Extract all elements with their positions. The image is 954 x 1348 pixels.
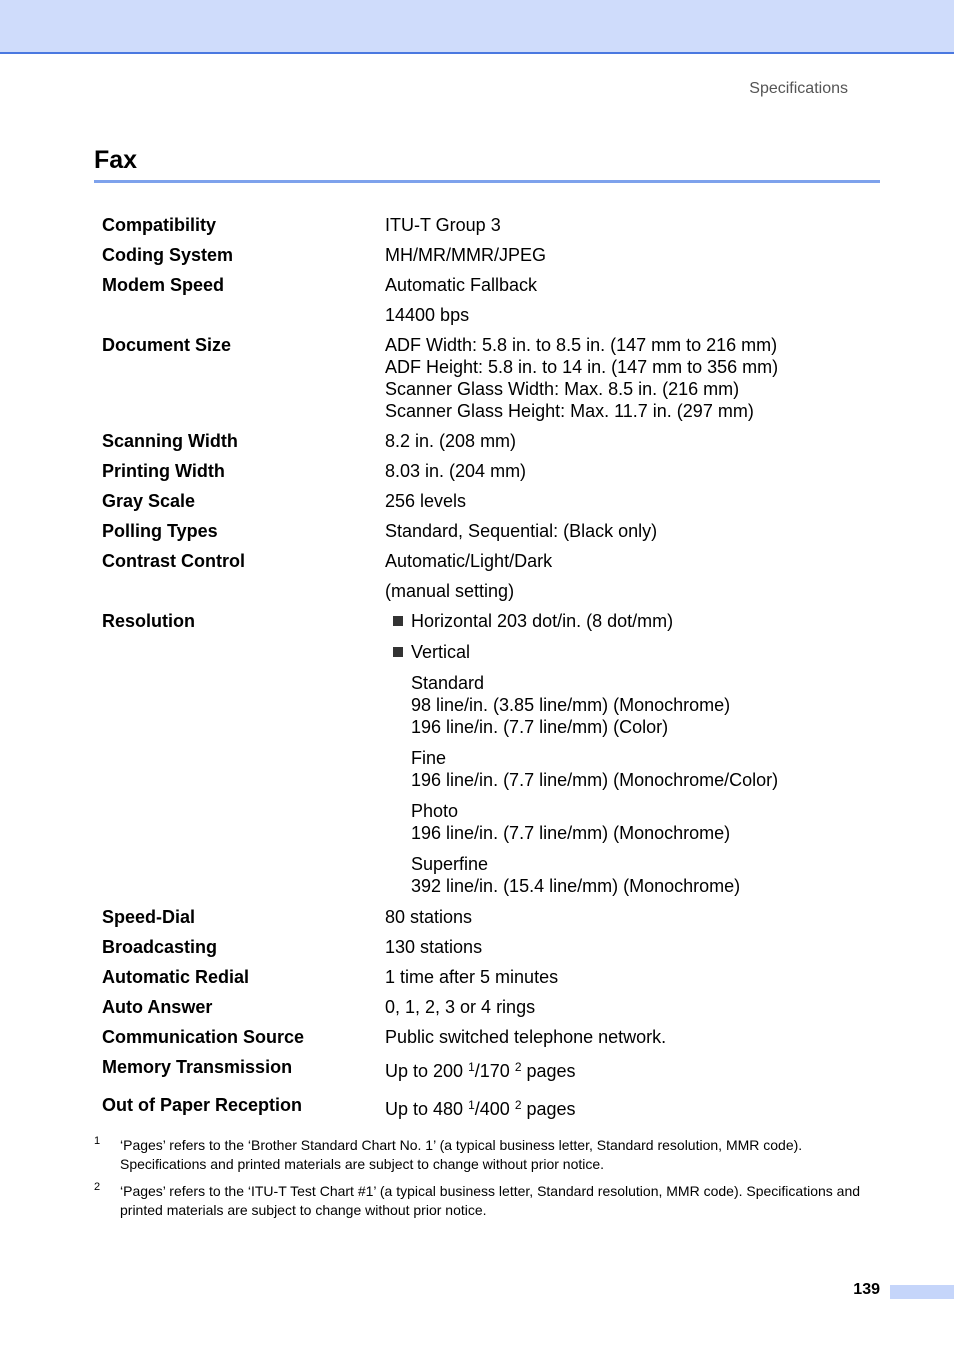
- spec-label: Speed-Dial: [102, 907, 196, 927]
- footnote-ref: 1: [468, 1098, 475, 1112]
- footnote-mark: 2: [94, 1181, 101, 1193]
- footnote-ref: 2: [514, 1098, 522, 1112]
- spec-label: Communication Source: [102, 1027, 305, 1047]
- resolution-horizontal: Horizontal 203 dot/in. (8 dot/mm): [411, 611, 674, 631]
- footnote-ref: 2: [514, 1060, 522, 1074]
- spec-label: Scanning Width: [102, 431, 238, 451]
- spec-row-memory-transmission: [94, 1056, 880, 1094]
- spec-value-line: Scanner Glass Width: Max. 8.5 in. (216 mm): [385, 379, 740, 399]
- fax-spec-table: [94, 214, 880, 1128]
- spec-label: Document Size: [102, 335, 232, 355]
- spec-value: (manual setting): [385, 581, 515, 601]
- spec-value: 8.03 in. (204 mm): [385, 461, 527, 481]
- spec-label: Out of Paper Reception: [102, 1095, 303, 1115]
- spec-label: Printing Width: [102, 461, 225, 481]
- spec-value: ITU-T Group 3: [385, 215, 501, 235]
- mode-name: Standard: [411, 673, 485, 693]
- mode-name: Photo: [411, 801, 459, 821]
- spec-row-polling-types: [94, 520, 880, 550]
- spec-value-line: ADF Width: 5.8 in. to 8.5 in. (147 mm to 216 mm): [385, 335, 778, 355]
- mode-line: 196 line/in. (7.7 line/mm) (Monochrome): [411, 823, 731, 843]
- spec-value: 130 stations: [385, 937, 483, 957]
- spec-label: Coding System: [102, 245, 234, 265]
- resolution-mode-standard: [385, 672, 880, 738]
- title-underline: [94, 180, 880, 183]
- spec-label: Resolution: [102, 611, 195, 631]
- square-bullet-icon: [393, 647, 403, 657]
- spec-label: Memory Transmission: [102, 1057, 293, 1077]
- page-number: 139: [853, 1281, 880, 1298]
- section-title: Fax: [94, 146, 138, 174]
- spec-value: Automatic/Light/Dark: [385, 551, 553, 571]
- spec-label: Contrast Control: [102, 551, 245, 571]
- spec-row-out-of-paper-reception: [94, 1094, 880, 1128]
- spec-row-scanning-width: [94, 430, 880, 460]
- spec-row-resolution: [94, 610, 880, 906]
- spec-row-auto-answer: [94, 996, 880, 1026]
- spec-label: Gray Scale: [102, 491, 196, 511]
- spec-value: Up to 200 $^1$/170 $^2$ pages: [385, 1060, 576, 1081]
- footnotes: [94, 1136, 880, 1228]
- footnote-1: [94, 1136, 880, 1174]
- footnote-mark: 1: [94, 1135, 101, 1147]
- spec-value: Automatic Fallback: [385, 275, 538, 295]
- spec-value: 0, 1, 2, 3 or 4 rings: [385, 997, 536, 1017]
- mode-line: 392 line/in. (15.4 line/mm) (Monochrome): [411, 876, 741, 896]
- page-tab-marker: [890, 1285, 954, 1299]
- footnote-text: ‘Pages’ refers to the ‘ITU-T Test Chart #1’ (a typical business letter, Standard resolution, MMR code). Specifications and printed materials are subject to change without prior notice.: [120, 1183, 861, 1218]
- spec-value: 8.2 in. (208 mm): [385, 431, 517, 451]
- spec-row-coding-system: [94, 244, 880, 274]
- footnote-2: [94, 1182, 880, 1220]
- spec-row-gray-scale: [94, 490, 880, 520]
- spec-value: 80 stations: [385, 907, 473, 927]
- spec-label: Auto Answer: [102, 997, 213, 1017]
- spec-label: Broadcasting: [102, 937, 218, 957]
- resolution-mode-superfine: [385, 853, 880, 897]
- spec-value: MH/MR/MMR/JPEG: [385, 245, 546, 265]
- resolution-vertical: Vertical: [411, 642, 471, 662]
- spec-value: Up to 480 $^1$/400 $^2$ pages: [385, 1098, 576, 1119]
- resolution-mode-photo: [385, 800, 880, 844]
- mode-line: 196 line/in. (7.7 line/mm) (Monochrome/Color): [411, 770, 779, 790]
- spec-value: 256 levels: [385, 491, 467, 511]
- spec-row-printing-width: [94, 460, 880, 490]
- spec-value-line: Scanner Glass Height: Max. 11.7 in. (297 mm): [385, 401, 754, 421]
- mode-line: 196 line/in. (7.7 line/mm) (Color): [411, 717, 669, 737]
- resolution-mode-fine: [385, 747, 880, 791]
- footnote-text: ‘Pages’ refers to the ‘Brother Standard Chart No. 1’ (a typical business letter, Standard resolution, MMR code). Specifications and printed materials are subject to change without prior notice.: [120, 1137, 803, 1172]
- spec-row-contrast-control: [94, 550, 880, 610]
- spec-row-broadcasting: [94, 936, 880, 966]
- square-bullet-icon: [393, 616, 403, 626]
- spec-value-line: ADF Height: 5.8 in. to 14 in. (147 mm to 356 mm): [385, 357, 779, 377]
- mode-line: 98 line/in. (3.85 line/mm) (Monochrome): [411, 695, 731, 715]
- spec-label: Polling Types: [102, 521, 218, 541]
- top-banner: [0, 0, 954, 54]
- spec-value: 14400 bps: [385, 305, 470, 325]
- footnote-ref: 1: [468, 1060, 475, 1074]
- spec-row-automatic-redial: [94, 966, 880, 996]
- mode-name: Superfine: [411, 854, 489, 874]
- bullet-item: [385, 641, 880, 663]
- mode-name: Fine: [411, 748, 447, 768]
- running-header: Specifications: [749, 80, 848, 97]
- spec-label: Automatic Redial: [102, 967, 250, 987]
- spec-row-compatibility: [94, 214, 880, 244]
- spec-row-speed-dial: [94, 906, 880, 936]
- spec-value: Public switched telephone network.: [385, 1027, 667, 1047]
- spec-value: 1 time after 5 minutes: [385, 967, 559, 987]
- spec-label: Compatibility: [102, 215, 217, 235]
- spec-label: Modem Speed: [102, 275, 225, 295]
- spec-value: Standard, Sequential: (Black only): [385, 521, 658, 541]
- spec-row-document-size: [94, 334, 880, 430]
- spec-row-communication-source: [94, 1026, 880, 1056]
- spec-row-modem-speed: [94, 274, 880, 334]
- bullet-item: [385, 610, 880, 632]
